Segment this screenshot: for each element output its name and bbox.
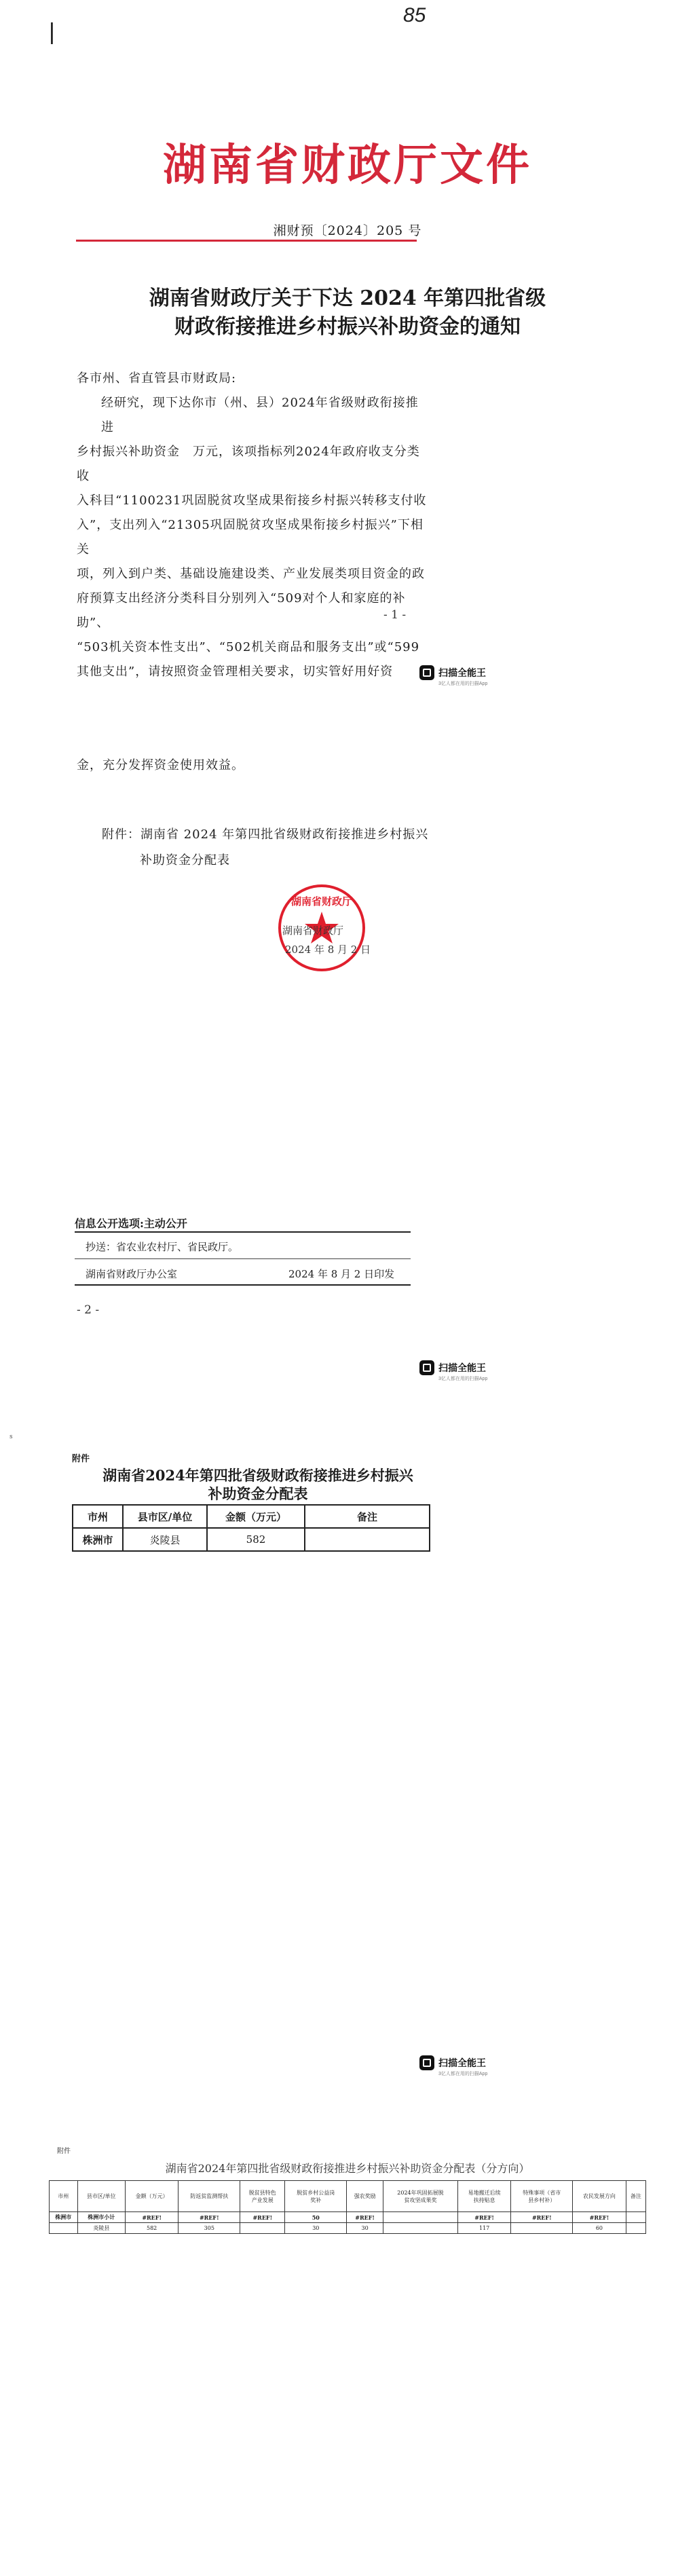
table-cell (305, 1528, 430, 1551)
table-header-row (50, 2181, 646, 2212)
scanner-name: 扫描全能王 (438, 1362, 486, 1373)
scanner-name: 扫描全能王 (438, 2057, 486, 2068)
red-divider (76, 240, 417, 242)
scanner-tagline: 3亿人都在用的扫描App (438, 1377, 488, 1381)
table-cell: 60 (573, 2223, 626, 2234)
attachment-tag-2: 附件 (57, 2148, 71, 2155)
header-cell: 脱贫县特色 产业发展 (240, 2181, 285, 2212)
table-cell: 株洲市 (73, 1528, 123, 1551)
table-cell: 30 (347, 2223, 383, 2234)
header-cell: 农民发展方向 (573, 2181, 626, 2212)
table-cell: #REF! (179, 2212, 240, 2223)
footer-rule-middle (75, 1258, 411, 1259)
header-cell: 脱贫乡村公益岗 奖补 (285, 2181, 347, 2212)
table-cell: 582 (125, 2223, 179, 2234)
signature-date: 2024 年 8 月 2 日 (285, 944, 371, 956)
body-line: 入科目“1100231巩固脱贫攻坚成果衔接乡村振兴转移支付收 (77, 493, 427, 508)
seal-text: 湖南省财政厅 (290, 895, 352, 908)
header-cell: 2024年巩固拓展脱 贫攻坚成果奖 (383, 2181, 458, 2212)
table-cell: #REF! (457, 2212, 511, 2223)
table-cell: 炎陵县 (123, 1528, 207, 1551)
table-cell: #REF! (573, 2212, 626, 2223)
header-cell: 金额（万元） (125, 2181, 179, 2212)
scanner-logo-icon (419, 665, 434, 680)
attachment-note: 附件：湖南省 2024 年第四批省级财政衔接推进乡村振兴 (102, 827, 429, 842)
table-header-row (73, 1505, 430, 1528)
table-row (50, 2223, 646, 2234)
salutation: 各市州、省直管县市财政局: (77, 371, 237, 386)
table-cell (383, 2223, 458, 2234)
body-line: 入”，支出列入“21305巩固脱贫攻坚成果衔接乡村振兴”下相关 (77, 518, 424, 557)
body-line: 府预算支出经济分类科目分别列入“509对个人和家庭的补助”、 (77, 591, 406, 630)
header-cell: 特殊事项（省市 县乡村补） (511, 2181, 573, 2212)
table-cell (511, 2223, 573, 2234)
footer-rule-top (75, 1231, 411, 1233)
header-cell: 强农奖励 (347, 2181, 383, 2212)
body-continuation: 金，充分发挥资金使用效益。 (77, 758, 244, 772)
notice-body (77, 391, 430, 684)
notice-title-line1: 湖南省财政厅关于下达 2024 年第四批省级 (149, 286, 546, 310)
header-cell: 备注 (305, 1505, 430, 1528)
scanner-watermark (419, 2055, 487, 2077)
body-line: 乡村振兴补助资金 万元，该项指标列2024年政府收支分类收 (77, 445, 420, 483)
scanner-tagline: 3亿人都在用的扫描App (438, 2072, 488, 2076)
notice-title-line2: 财政衔接推进乡村振兴补助资金的通知 (174, 315, 521, 339)
scan-side-mark: s (10, 1434, 13, 1440)
page-number-2: - 2 - (77, 1303, 100, 1317)
footer-rule-bottom (75, 1284, 411, 1286)
scanner-logo-icon (419, 1360, 434, 1375)
handwritten-mark-right: 85 (403, 4, 426, 26)
table-cell: 117 (457, 2223, 511, 2234)
direction-table (49, 2180, 646, 2234)
scanner-watermark (419, 1360, 487, 1382)
table-cell (240, 2223, 285, 2234)
header-cell: 易地搬迁后续 扶持贴息 (457, 2181, 511, 2212)
body-line: 项，列入到户类、基础设施建设类、产业发展类项目资金的政 (77, 567, 425, 581)
attachment-note-line2: 补助资金分配表 (140, 853, 230, 867)
table-cell: 582 (207, 1528, 305, 1551)
table-cell: #REF! (511, 2212, 573, 2223)
table-cell: 30 (285, 2223, 347, 2234)
header-cell: 防返贫监测帮扶 (179, 2181, 240, 2212)
allocation-title-line2: 补助资金分配表 (208, 1485, 308, 1502)
body-line: 其他支出”，请按照资金管理相关要求，切实管好用好资 (77, 665, 394, 679)
table-cell: #REF! (347, 2212, 383, 2223)
scanner-name: 扫描全能王 (438, 667, 486, 678)
table-row (73, 1528, 430, 1551)
table-cell: 株洲市 (50, 2212, 78, 2223)
table-cell: #REF! (125, 2212, 179, 2223)
header-cell: 备注 (626, 2181, 645, 2212)
header-cell: 县市区/单位 (123, 1505, 207, 1528)
issuer-header: 湖南省财政厅文件 (163, 140, 532, 191)
header-cell: 金额（万元） (207, 1505, 305, 1528)
header-cell: 市州 (50, 2181, 78, 2212)
document-number: 湘财预〔2024〕205 号 (273, 223, 422, 238)
table-cell (626, 2212, 645, 2223)
scanner-tagline: 3亿人都在用的扫描App (438, 682, 488, 686)
allocation-title-line1: 湖南省2024年第四批省级财政衔接推进乡村振兴 (102, 1467, 413, 1484)
page-number-1: - 1 - (383, 608, 407, 622)
table-row (50, 2212, 646, 2223)
scanner-logo-icon (419, 2055, 434, 2070)
scanner-watermark (419, 665, 487, 687)
body-line: 经研究，现下达你市（州、县）2024年省级财政衔接推进 (101, 396, 419, 434)
allocation-title (68, 1466, 448, 1503)
handwritten-mark-left: | (49, 19, 55, 45)
table-cell: 炎陵县 (77, 2223, 125, 2234)
table-cell: 株洲市小计 (77, 2212, 125, 2223)
body-line: “503机关资本性支出”、“502机关商品和服务支出”或“599 (77, 640, 420, 654)
table-cell (626, 2223, 645, 2234)
cc-line: 抄送：省农业农村厅、省民政厅。 (86, 1241, 239, 1253)
issuing-office: 湖南省财政厅办公室 (86, 1268, 178, 1280)
header-cell: 县市区/单位 (77, 2181, 125, 2212)
signature-unit: 湖南省财政厅 (282, 925, 344, 937)
table-cell: #REF! (240, 2212, 285, 2223)
disclosure-option: 信息公开选项:主动公开 (75, 1217, 187, 1230)
table-cell (383, 2212, 458, 2223)
print-date: 2024 年 8 月 2 日印发 (288, 1268, 395, 1280)
allocation-table (72, 1504, 430, 1552)
direction-table-title: 湖南省2024年第四批省级财政衔接推进乡村振兴补助资金分配表（分方向） (165, 2162, 530, 2175)
table-cell: 50 (285, 2212, 347, 2223)
header-cell: 市州 (73, 1505, 123, 1528)
attachment-tag: 附件 (72, 1454, 90, 1464)
table-cell: 305 (179, 2223, 240, 2234)
table-cell (50, 2223, 78, 2234)
